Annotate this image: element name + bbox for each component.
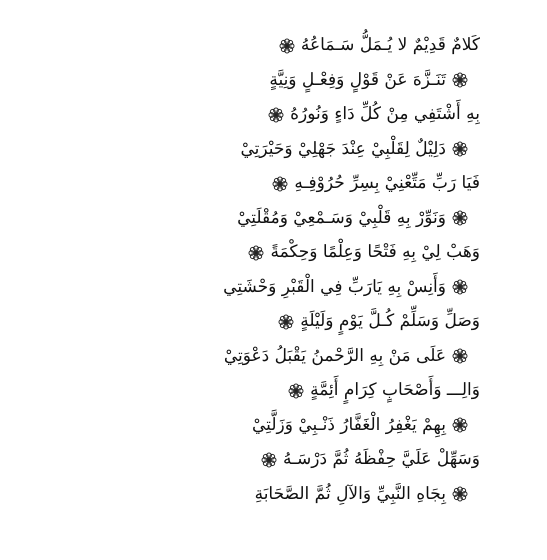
verse-text: تَنَـزَّهَ عَنْ قَوْلٍ وَفِعْـلٍ وَنِيَّةٍ xyxy=(269,69,446,90)
verse-text: عَلَى مَنْ بِهِ الرَّحْمنُ يَقْبَلُ دَعْوَتِيْ xyxy=(223,345,446,366)
verse-line xyxy=(60,132,480,167)
verse-line xyxy=(60,28,480,63)
verse-line xyxy=(60,477,480,512)
verse-text: كَلامٌ قَدِيْمٌ لا يُـمَلُّ سَـمَاعُهُ xyxy=(300,35,480,56)
flower-ornament-icon xyxy=(452,486,468,502)
verse-text: وَنَوِّرْ بِهِ قَلْبِيْ وَسَـمْعِيْ وَمُقْلَتِيْ xyxy=(237,207,446,228)
verse-line xyxy=(60,408,480,443)
verse-line xyxy=(60,339,480,374)
verse-line xyxy=(60,270,480,305)
flower-ornament-icon xyxy=(268,107,284,123)
poem-text xyxy=(60,28,480,511)
verse-text: وَالِـــ وَأَصْحَابٍ كِرَامٍ أَئِمَّةٍ xyxy=(310,380,480,401)
flower-ornament-icon xyxy=(452,141,468,157)
verse-line xyxy=(60,373,480,408)
verse-text: فَيَا رَبِّ مَتِّعْنِيْ بِسِرِّ حُرُوْفِـهِ xyxy=(294,173,480,194)
flower-ornament-icon xyxy=(452,210,468,226)
flower-ornament-icon xyxy=(261,452,277,468)
verse-line xyxy=(60,166,480,201)
flower-ornament-icon xyxy=(452,348,468,364)
verse-line xyxy=(60,201,480,236)
verse-text: وَصَلِّ وَسَلِّمْ كُـلَّ يَوْمٍ وَلَيْلَةٍ xyxy=(300,311,480,332)
flower-ornament-icon xyxy=(452,417,468,433)
verse-text: وَهَبْ لِيْ بِهِ فَتْحًا وَعِلْمًا وَحِكْمَةً xyxy=(270,242,480,263)
verse-line xyxy=(60,442,480,477)
flower-ornament-icon xyxy=(272,176,288,192)
flower-ornament-icon xyxy=(279,38,295,54)
verse-line xyxy=(60,235,480,270)
flower-ornament-icon xyxy=(452,279,468,295)
verse-line xyxy=(60,304,480,339)
flower-ornament-icon xyxy=(288,383,304,399)
flower-ornament-icon xyxy=(278,314,294,330)
flower-ornament-icon xyxy=(248,245,264,261)
verse-text: بِهِمْ يَغْفِرُ الْغَفَّارُ ذَنْـبِيْ وَزَلَّتِيْ xyxy=(252,414,446,435)
verse-text: بِجَاهِ النَّبِيِّ وَالآلِ ثُمَّ الصَّحَابَةِ xyxy=(254,483,446,504)
verse-line xyxy=(60,97,480,132)
verse-line xyxy=(60,63,480,98)
verse-text: بِهِ أَشْتَفِي مِنْ كُلِّ دَاءٍ وَنُورُهُ xyxy=(290,104,480,125)
verse-text: وَأَنِسْ بِهِ يَارَبِّ فِي الْقَبْرِ وَحْشَتِي xyxy=(223,276,446,297)
flower-ornament-icon xyxy=(452,72,468,88)
verse-text: وَسَهِّلْ عَلَيَّ حِفْظَهُ ثُمَّ دَرْسَـهُ xyxy=(282,449,480,470)
verse-text: دَلِيْلٌ لِقَلْبِيْ عِنْدَ جَهْلِيْ وَحَيْرَتِيْ xyxy=(240,138,446,159)
